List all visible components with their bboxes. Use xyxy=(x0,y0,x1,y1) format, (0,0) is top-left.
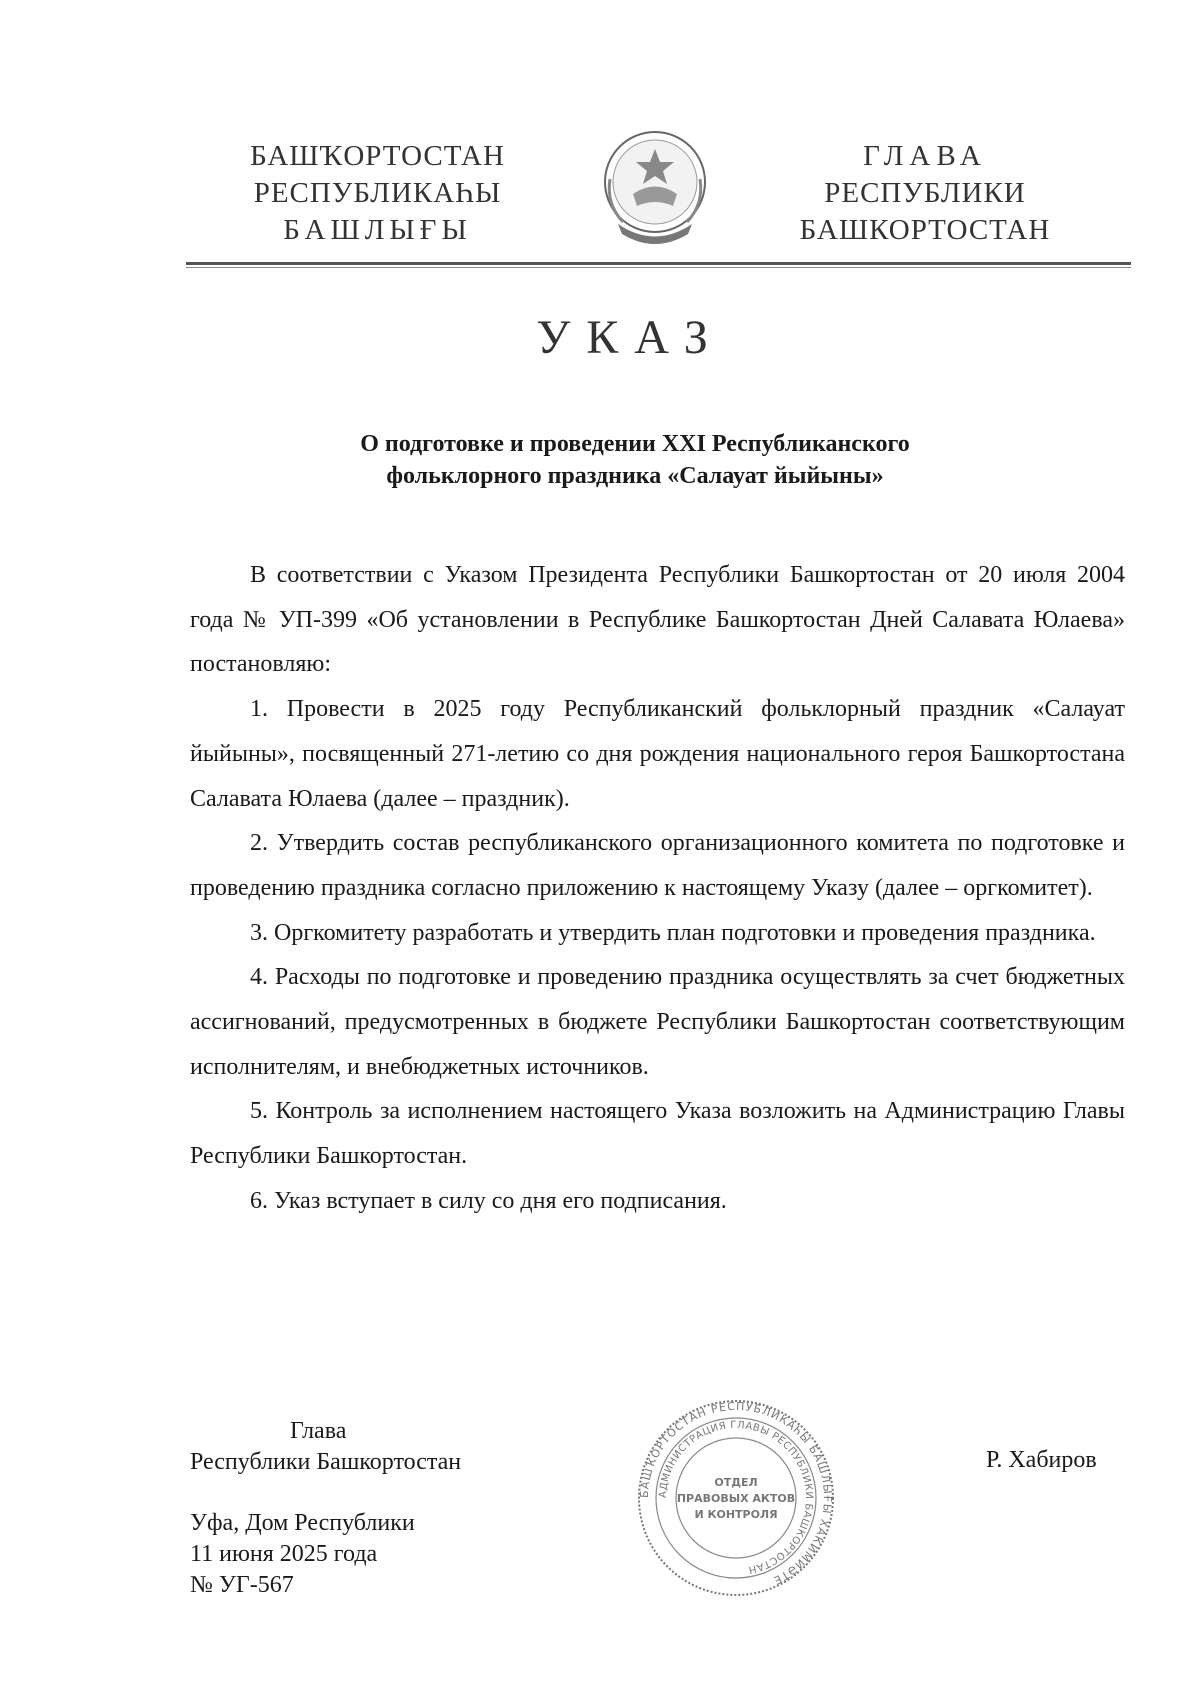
republic-coat-of-arms-icon xyxy=(598,124,712,254)
decree-subject xyxy=(290,428,980,492)
decree-body xyxy=(190,553,1125,1224)
decree-item-4: 4. Расходы по подготовке и проведению праздника осуществлять за счет бюджетных ассигнований, предусмотренных в бюджете Республики Башкортостан соответствующим исполнителям, и внебюджетных источников. xyxy=(190,964,1125,1080)
stamp-center-line-3: И КОНТРОЛЯ xyxy=(694,1508,778,1521)
subject-line-1: О подготовке и проведении XXI Республиканского xyxy=(360,431,910,457)
decree-title: УКАЗ xyxy=(536,311,724,364)
stamp-center-line-1: ОТДЕЛ xyxy=(714,1476,758,1489)
signatory-name: Р. Хабиров xyxy=(986,1447,1097,1473)
decree-item-1: 1. Провести в 2025 году Республиканский фольклорный праздник «Салауат йыйыны», посвященный 271-летию со дня рождения национального героя Башкортостана Салавата Юлаева (далее – праздник). xyxy=(190,696,1125,812)
issue-place: Уфа, Дом Республики xyxy=(190,1510,415,1536)
header-divider-thin xyxy=(186,267,1131,268)
official-stamp xyxy=(636,1398,836,1598)
header-right-line-3: БАШКОРТОСТАН xyxy=(799,214,1051,246)
decree-item-6: 6. Указ вступает в силу со дня его подписания. xyxy=(250,1187,727,1214)
header-divider-thick xyxy=(186,262,1131,265)
header-left-line-3: БАШЛЫҒЫ xyxy=(283,214,472,246)
decree-issue-details xyxy=(190,1508,415,1601)
decree-item-3: 3. Оргкомитету разработать и утвердить план подготовки и проведения праздника. xyxy=(250,919,1096,946)
issue-date: 11 июня 2025 года xyxy=(190,1541,378,1567)
header-left-bashkir xyxy=(235,138,520,249)
header-right-line-1: ГЛАВА xyxy=(863,140,987,172)
preamble: В соответствии с Указом Президента Республики Башкортостан от 20 июля 2004 года № УП-399 «Об установлении в Республике Башкортостан Дней Салавата Юлаева» постановляю: xyxy=(190,562,1125,678)
stamp-outer-text: БАШҠОРТОСТАН РЕСПУБЛИКАҺЫ БАШЛЫҒЫ ХАКИМИӘТЕ xyxy=(637,1399,835,1588)
header-left-line-2: РЕСПУБЛИКАҺЫ xyxy=(253,177,502,209)
stamp-inner-text: АДМИНИСТРАЦИЯ ГЛАВЫ РЕСПУБЛИКИ БАШКОРТОСТАН xyxy=(657,1419,815,1575)
signatory-title-line-2: Республики Башкортостан xyxy=(190,1449,462,1475)
stamp-center-line-2: ПРАВОВЫХ АКТОВ xyxy=(676,1492,796,1505)
signatory-title xyxy=(190,1416,461,1478)
decree-item-5: 5. Контроль за исполнением настоящего Указа возложить на Администрацию Главы Республики Башкортостан. xyxy=(190,1098,1125,1170)
header-right-line-2: РЕСПУБЛИКИ xyxy=(824,177,1026,209)
header-right-russian xyxy=(780,138,1070,249)
decree-item-2: 2. Утвердить состав республиканского организационного комитета по подготовке и проведению праздника согласно приложению к настоящему Указу (далее – оргкомитет). xyxy=(190,830,1125,901)
issue-number: № УГ-567 xyxy=(190,1572,294,1598)
header-left-line-1: БАШҠОРТОСТАН xyxy=(250,140,505,172)
signatory-title-line-1: Глава xyxy=(290,1418,347,1444)
subject-line-2: фольклорного праздника «Салауат йыйыны» xyxy=(386,463,884,489)
